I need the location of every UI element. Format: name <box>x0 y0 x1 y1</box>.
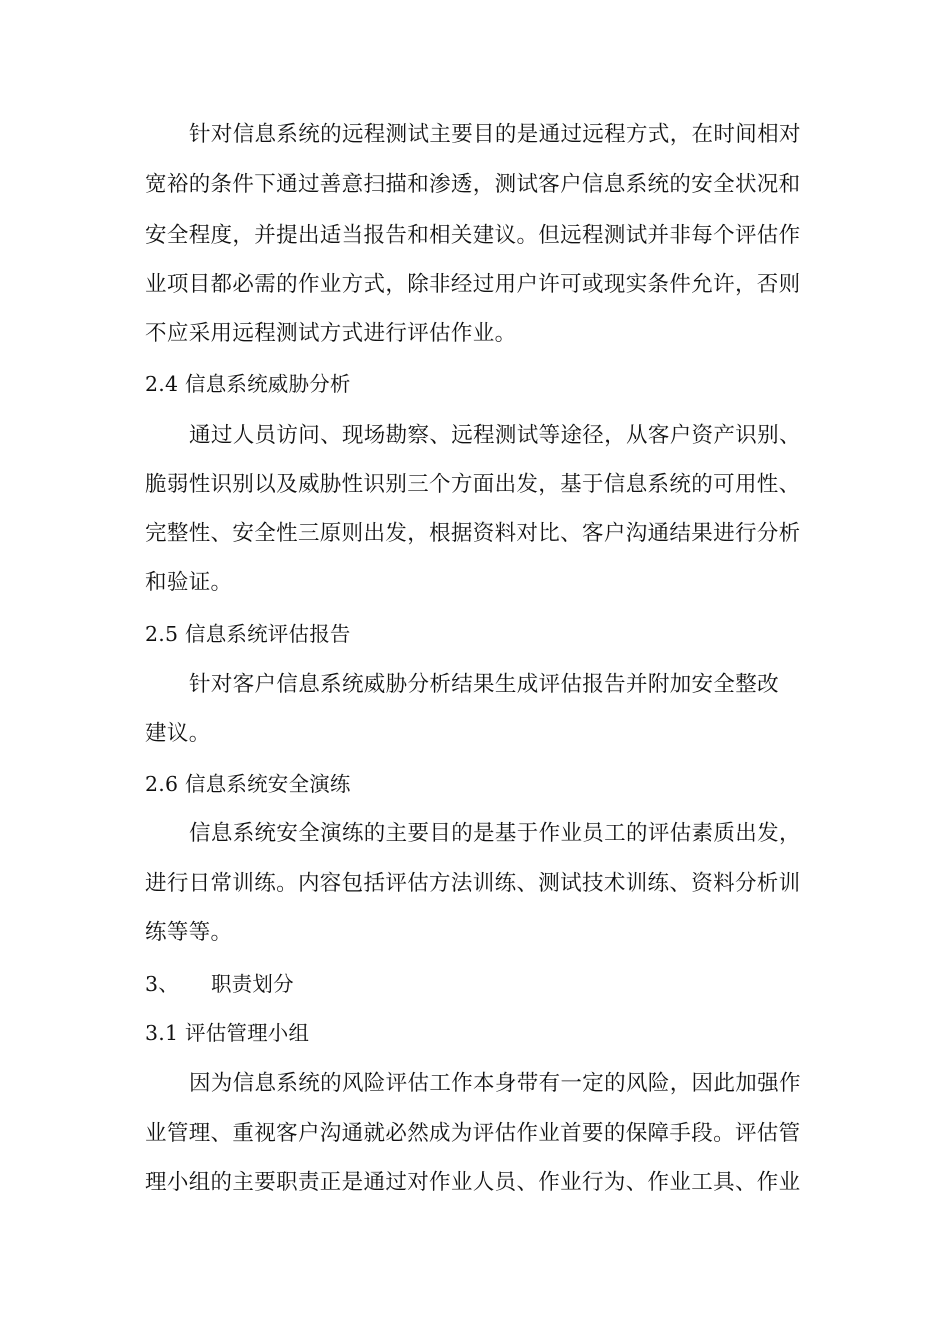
paragraph-line: 和验证。 <box>145 570 233 595</box>
section-title: 职责划分 <box>211 972 294 996</box>
section-number: 2.6 <box>145 772 179 796</box>
paragraph-line: 建议。 <box>145 721 211 746</box>
paragraph-line: 针对客户信息系统威胁分析结果生成评估报告并附加安全整改 <box>189 672 779 697</box>
paragraph-line: 因为信息系统的风险评估工作本身带有一定的风险，因此加强作 <box>189 1071 801 1096</box>
paragraph-line: 安全程度，并提出适当报告和相关建议。但远程测试并非每个评估作 <box>145 223 801 248</box>
section-title: 评估管理小组 <box>185 1021 310 1045</box>
paragraph-line: 宽裕的条件下通过善意扫描和渗透，测试客户信息系统的安全状况和 <box>145 172 801 197</box>
section-title: 信息系统安全演练 <box>185 772 351 796</box>
section-heading-2-4 <box>145 364 845 404</box>
paragraph-line: 理小组的主要职责正是通过对作业人员、作业行为、作业工具、作业 <box>145 1170 801 1195</box>
section-title: 信息系统评估报告 <box>185 622 351 646</box>
section-number: 2.4 <box>145 372 179 396</box>
section-number: 3、 <box>145 972 179 996</box>
section-heading-2-5 <box>145 614 845 654</box>
section-heading-3 <box>145 964 845 1004</box>
section-number: 2.5 <box>145 622 179 646</box>
section-title: 信息系统威胁分析 <box>185 372 351 396</box>
section-heading-2-6 <box>145 764 845 804</box>
paragraph-line: 不应采用远程测试方式进行评估作业。 <box>145 321 517 346</box>
paragraph-line: 通过人员访问、现场勘察、远程测试等途径，从客户资产识别、 <box>189 423 801 448</box>
paragraph-line: 完整性、安全性三原则出发，根据资料对比、客户沟通结果进行分析 <box>145 521 801 546</box>
paragraph-line: 针对信息系统的远程测试主要目的是通过远程方式，在时间相对 <box>189 122 801 147</box>
section-heading-3-1 <box>145 1013 845 1053</box>
paragraph-line: 信息系统安全演练的主要目的是基于作业员工的评估素质出发， <box>189 821 801 846</box>
paragraph-line: 进行日常训练。内容包括评估方法训练、测试技术训练、资料分析训 <box>145 871 801 896</box>
section-number: 3.1 <box>145 1021 179 1045</box>
paragraph-line: 业管理、重视客户沟通就必然成为评估作业首要的保障手段。评估管 <box>145 1121 801 1146</box>
paragraph-line: 业项目都必需的作业方式，除非经过用户许可或现实条件允许，否则 <box>145 272 801 297</box>
paragraph-line: 练等等。 <box>145 920 233 945</box>
paragraph-line: 脆弱性识别以及威胁性识别三个方面出发，基于信息系统的可用性、 <box>145 472 801 497</box>
